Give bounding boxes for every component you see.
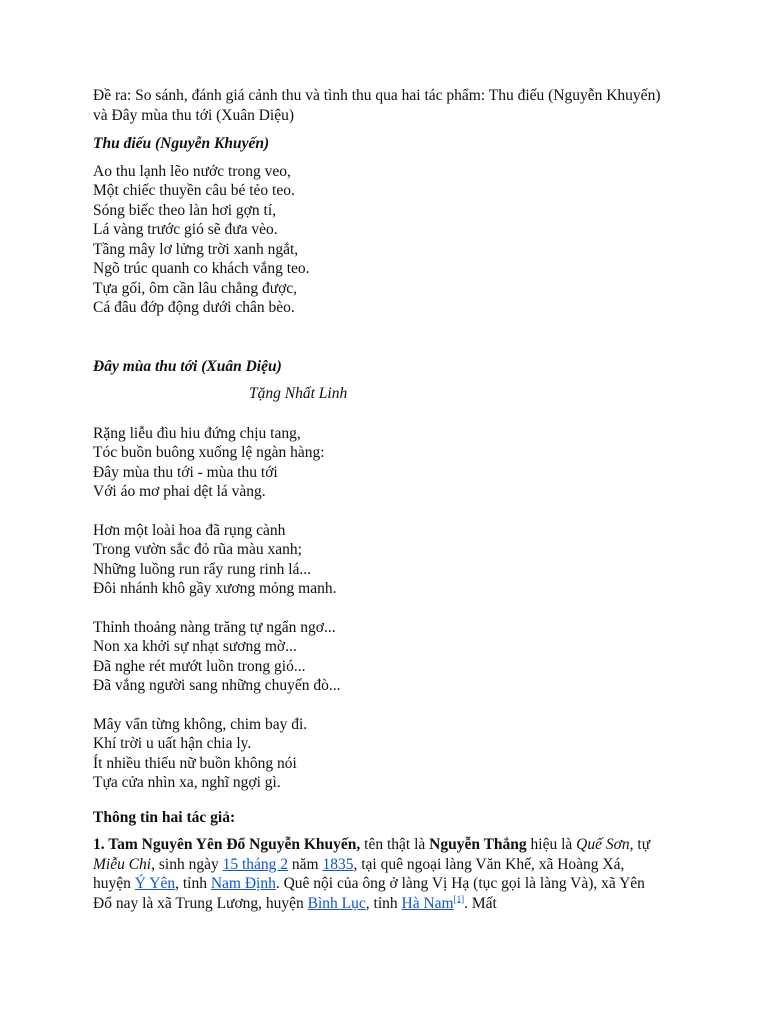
link-binh-luc[interactable]: Bình Lục xyxy=(307,894,366,912)
link-birth-date[interactable]: 15 tháng 2 xyxy=(222,855,289,873)
poem1-stanza xyxy=(93,162,663,318)
poem-line: Hơn một loài hoa đã rụng cành xyxy=(93,521,286,539)
poem-line: Với áo mơ phai dệt lá vàng. xyxy=(93,483,266,500)
poem-line: Lá vàng trước gió sẽ đưa vèo. xyxy=(93,221,278,238)
poem-line: Đôi nhánh khô gầy xương mỏng manh. xyxy=(93,580,337,597)
poem-line: Ít nhiều thiếu nữ buồn không nói xyxy=(93,754,297,772)
poem2-stanza-1 xyxy=(93,424,663,502)
poem-line: Trong vườn sắc đỏ rũa màu xanh; xyxy=(93,541,302,558)
bio-courtesy-name: Miễu Chi xyxy=(93,855,152,873)
poem-line: Ngõ trúc quanh co khách vắng teo. xyxy=(93,260,310,277)
bio-real-name: Nguyễn Thắng xyxy=(429,836,527,853)
link-y-yen[interactable]: Ý Yên xyxy=(134,875,176,892)
poem2-stanza-3 xyxy=(93,618,663,696)
author-bio-paragraph: 1. Tam Nguyên Yên Đổ Nguyễn Khuyến, tên thật là Nguyễn Thắng hiệu là Quế Sơn, tự Miễu Chi, sinh ngày 15 tháng 2 năm 1835, tại quê ngoại làng Văn Khế, xã Hoàng Xá, huyện Ý Yên, tỉnh Nam Định. Quê nội của ông ở làng Vị Hạ (tục gọi là làng Và), xã Yên Đổ nay là xã Trung Lương, huyện Bình Lục, tỉnh Hà Nam[1]. Mất xyxy=(93,836,651,912)
poem-line: Sóng biếc theo làn hơi gợn tí, xyxy=(93,201,276,219)
poem-line: Những luồng run rẩy rung rinh lá... xyxy=(93,560,312,578)
poem-line: Đã nghe rét mướt luồn trong gió... xyxy=(93,657,306,675)
poem-line: Khí trời u uất hận chia ly. xyxy=(93,735,252,752)
footnote-link[interactable]: [1] xyxy=(453,893,465,904)
bio-lead: 1. Tam Nguyên Yên Đổ Nguyễn Khuyến, xyxy=(93,836,361,853)
poem-line: Ao thu lạnh lẽo nước trong veo, xyxy=(93,162,291,180)
poem2-title: Đây mùa thu tới (Xuân Diệu) xyxy=(93,357,282,375)
link-ha-nam[interactable]: Hà Nam xyxy=(401,894,454,912)
link-nam-dinh[interactable]: Nam Định xyxy=(210,875,276,892)
poem-line: Non xa khởi sự nhạt sương mờ... xyxy=(93,638,297,655)
document-page xyxy=(93,86,663,913)
poem-line: Tựa cửa nhìn xa, nghĩ ngợi gì. xyxy=(93,774,281,791)
poem2-stanza-4 xyxy=(93,715,663,793)
poem-line: Thỉnh thoảng nàng trăng tự ngẩn ngơ... xyxy=(93,618,336,636)
bio-pen-name: Quế Sơn xyxy=(576,836,630,853)
poem-line: Đây mùa thu tới - mùa thu tới xyxy=(93,463,278,481)
link-birth-year[interactable]: 1835 xyxy=(322,855,354,873)
poem-line: Tựa gối, ôm cần lâu chẳng được, xyxy=(93,279,298,297)
poem2-stanza-2 xyxy=(93,521,663,599)
authors-info-heading: Thông tin hai tác giả: xyxy=(93,808,236,826)
poem-line: Một chiếc thuyền câu bé tẻo teo. xyxy=(93,182,295,199)
poem-line: Tóc buồn buông xuống lệ ngàn hàng: xyxy=(93,444,325,461)
essay-prompt: Đề ra: So sánh, đánh giá cảnh thu và tình thu qua hai tác phẩm: Thu điếu (Nguyễn Khuyến) và Đây mùa thu tới (Xuân Diệu) xyxy=(93,87,661,124)
poem-line: Cá đâu đớp động dưới chân bèo. xyxy=(93,299,295,316)
poem-line: Rặng liễu đìu hiu đứng chịu tang, xyxy=(93,424,301,442)
poem1-title: Thu điếu (Nguyễn Khuyến) xyxy=(93,135,270,152)
poem-line: Đã vắng người sang những chuyến đò... xyxy=(93,677,341,694)
poem-line: Mây vẩn từng không, chim bay đi. xyxy=(93,715,308,733)
poem-line: Tầng mây lơ lửng trời xanh ngắt, xyxy=(93,240,299,258)
poem2-dedication: Tặng Nhất Linh xyxy=(249,385,348,402)
